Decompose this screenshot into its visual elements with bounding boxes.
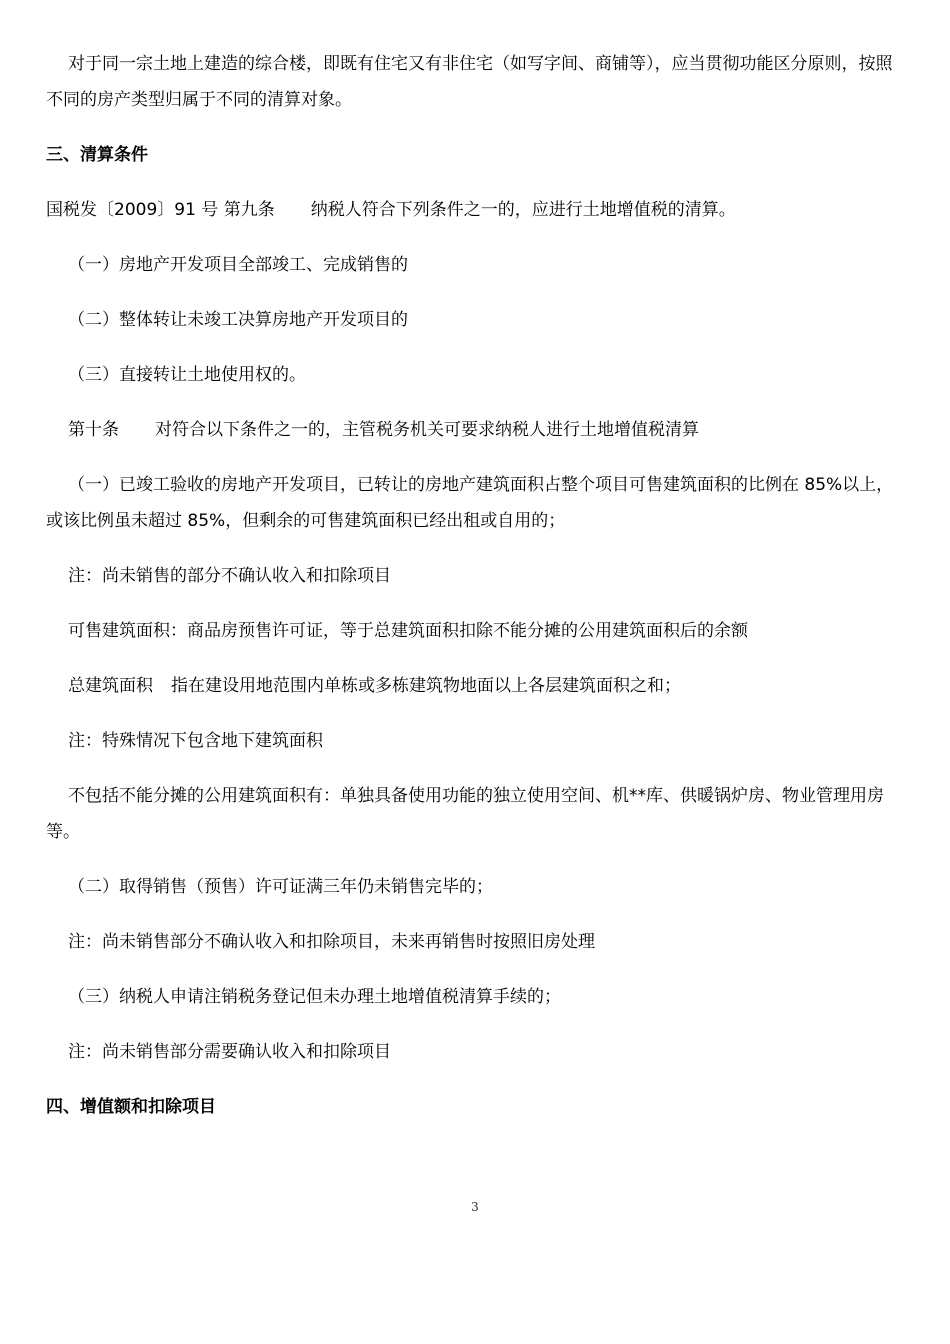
total-area-text: 指在建设用地范围内单栋或多栋建筑物地面以上各层建筑面积之和；	[171, 676, 681, 696]
total-area-label: 总建筑面积	[68, 676, 153, 696]
article-10-reference: 第十条	[68, 420, 119, 440]
article-10-item-2: （二）取得销售（预售）许可证满三年仍未销售完毕的；	[68, 877, 493, 897]
article-9-text: 纳税人符合下列条件之一的，应进行土地增值税的清算。	[310, 200, 736, 220]
article-9-item-2: （二）整体转让未竣工决算房地产开发项目的	[68, 310, 408, 330]
definition-saleable-area: 可售建筑面积：商品房预售许可证，等于总建筑面积扣除不能分摊的公用建筑面积后的余额	[68, 621, 748, 641]
note-underground-area: 注：特殊情况下包含地下建筑面积	[68, 731, 323, 751]
note-unsold-recognized: 注：尚未销售部分需要确认收入和扣除项目	[68, 1042, 391, 1062]
heading-value-added-deductions: 四、增值额和扣除项目	[46, 1097, 216, 1117]
paragraph-excluded-area: 不包括不能分摊的公用建筑面积有：单独具备使用功能的独立使用空间、机**库、供暖锅炉房、物业管理用房等。	[46, 786, 884, 842]
page-number: 3	[471, 1200, 479, 1214]
definition-total-area	[46, 668, 908, 704]
heading-settlement-conditions: 三、清算条件	[46, 145, 148, 165]
article-10-item-3: （三）纳税人申请注销税务登记但未办理土地增值税清算手续的；	[68, 987, 561, 1007]
paragraph-article-9	[46, 192, 908, 228]
note-unsold-not-recognized: 注：尚未销售的部分不确认收入和扣除项目	[68, 566, 391, 586]
document-page	[46, 46, 908, 1144]
article-9-item-3: （三）直接转让土地使用权的。	[68, 365, 306, 385]
article-9-reference: 国税发〔2009〕91 号 第九条	[46, 200, 275, 220]
article-10-item-1: （一）已竣工验收的房地产开发项目，已转让的房地产建筑面积占整个项目可售建筑面积的比例在 85%以上，或该比例虽未超过 85%，但剩余的可售建筑面积已经出租或自用的；	[46, 475, 894, 531]
paragraph-mixed-building: 对于同一宗土地上建造的综合楼，即既有住宅又有非住宅（如写字间、商铺等），应当贯彻功能区分原则，按照不同的房产类型归属于不同的清算对象。	[46, 54, 893, 110]
article-10-text: 对符合以下条件之一的，主管税务机关可要求纳税人进行土地增值税清算	[155, 420, 699, 440]
note-old-house-treatment: 注：尚未销售部分不确认收入和扣除项目，未来再销售时按照旧房处理	[68, 932, 595, 952]
paragraph-article-10	[46, 412, 908, 448]
article-9-item-1: （一）房地产开发项目全部竣工、完成销售的	[68, 255, 408, 275]
